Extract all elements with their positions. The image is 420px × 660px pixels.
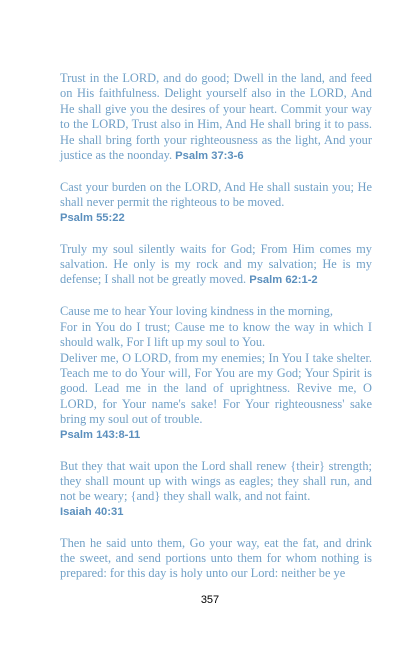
passage-text: Cast your burden on the LORD, And He shall sustain you; He shall never permit the righteous to be moved. (60, 179, 372, 210)
passage-reference: Isaiah 40:31 (60, 505, 124, 518)
passage-psalm-55 (60, 180, 372, 226)
passage-text: Truly my soul silently waits for God; From Him comes my salvation. He only is my rock and my salvation; He is my defense; I shall not be greatly moved. (60, 241, 372, 287)
passage-line: Deliver me, O LORD, from my enemies; In You I take shelter. Teach me to do Your will, For You are my God; Your Spirit is good. Lead me in the land of uprightness. Revive me, O LORD, for Your name's sake! For Your righteousness' sake bring my soul out of trouble. (60, 350, 372, 427)
passage-psalm-62 (60, 242, 372, 289)
passage-reference: Psalm 62:1-2 (249, 274, 318, 287)
passage-reference: Psalm 37:3-6 (175, 150, 244, 163)
passage-reference: Psalm 55:22 (60, 211, 125, 224)
passage-reference: Psalm 143:8-11 (60, 428, 141, 441)
passage-text: Then he said unto them, Go your way, eat the fat, and drink the sweet, and send portions unto them for whom nothing is prepared: for this day is holy unto our Lord: neither be ye (60, 535, 372, 581)
passage-isaiah-40 (60, 459, 372, 521)
passage-text: But they that wait upon the Lord shall renew {their} strength; they shall mount up with wings as eagles; they shall run, and not be weary; {and} they shall walk, and not faint. (60, 458, 372, 504)
passage-psalm-143 (60, 304, 372, 443)
page-number: 357 (200, 594, 220, 606)
page-body (60, 71, 372, 597)
passage-psalm-37 (60, 71, 372, 164)
passage-line: Cause me to hear Your loving kindness in the morning, (60, 304, 333, 319)
passage-text: Trust in the LORD, and do good; Dwell in the land, and feed on His faithfulness. Delight yourself also in the LORD, And He shall give you the desires of your heart. Commit your way to the LORD, Trust also in Him, And He shall bring it to pass. He shall bring forth your righteousness as the light, And your justice as the noonday. (60, 71, 372, 163)
passage-continued (60, 536, 372, 582)
passage-line: For in You do I trust; Cause me to know the way in which I should walk, For I lift up my soul to You. (60, 319, 372, 350)
